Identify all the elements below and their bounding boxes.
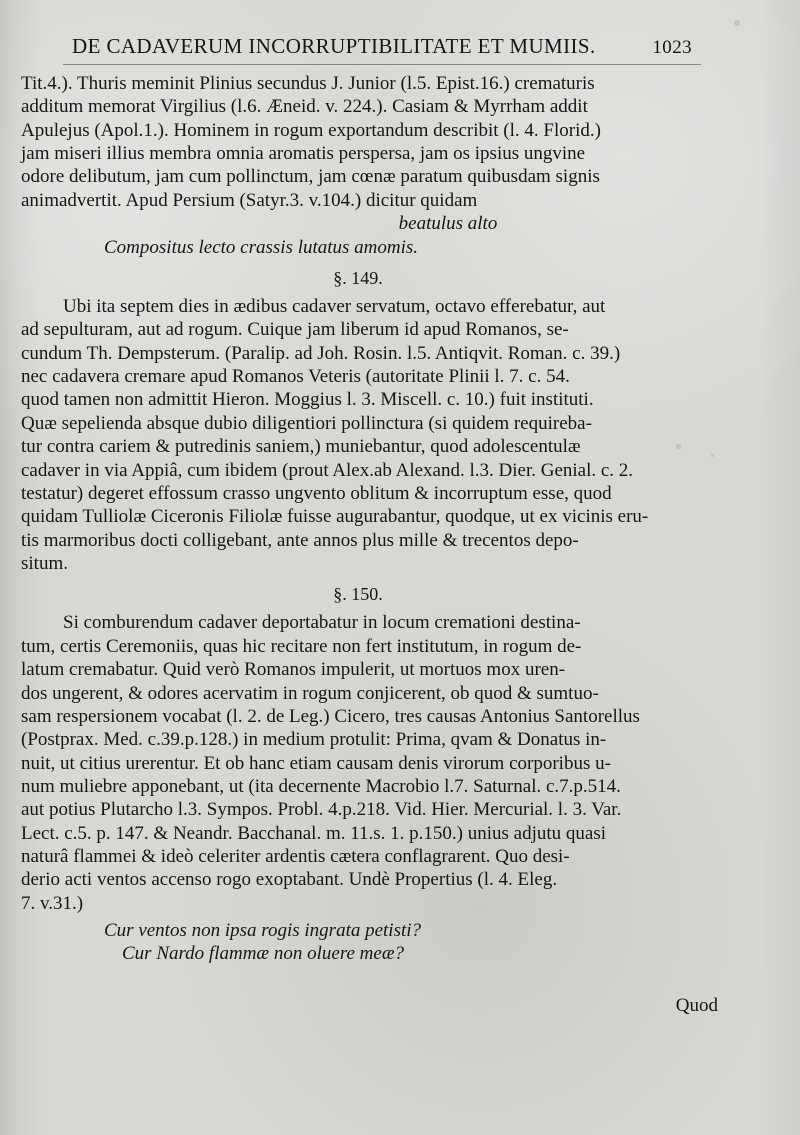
text-line: jam miseri illius membra omnia aromatis perspersa, jam os ipsius ungvine bbox=[21, 143, 586, 165]
running-head bbox=[72, 34, 692, 59]
text-line: Si comburendum cadaver deportabatur in locum cremationi destina- bbox=[63, 612, 581, 634]
verse-line: beatulus alto bbox=[398, 213, 498, 235]
text-line: naturâ flammei & ideò celeriter ardentis cætera conflagrarent. Quo desi- bbox=[21, 846, 570, 868]
text-line: nuit, ut citius urerentur. Et ob hanc etiam causam denis virorum corporibus u- bbox=[21, 752, 611, 774]
text-line: sam respersionem vocabat (l. 2. de Leg.) Cicero, tres causas Antonius Santorellus bbox=[21, 705, 640, 727]
verse-line: Cur Nardo flammæ non oluere meæ? bbox=[122, 943, 405, 965]
page-title: DE CADAVERUM INCORRUPTIBILITATE ET MUMIIS. bbox=[72, 34, 596, 58]
text-line: quidam Tulliolæ Ciceronis Filiolæ fuisse augurabantur, quodque, ut ex vicinis eru- bbox=[21, 506, 649, 528]
text-line: testatur) degeret effossum crasso ungvento oblitum & incorruptum esse, quod bbox=[21, 482, 612, 504]
text-line: cundum Th. Dempsterum. (Paralip. ad Joh. Rosin. l.5. Antiqvit. Roman. c. 39.) bbox=[21, 342, 621, 364]
text-line: ad sepulturam, aut ad rogum. Cuique jam liberum id apud Romanos, se- bbox=[21, 319, 569, 341]
opening-paragraph bbox=[21, 72, 695, 212]
text-line: tis marmoribus docti colligebant, ante annos plus mille & trecentos depo- bbox=[21, 529, 579, 551]
text-line: cadaver in via Appiâ, cum ibidem (prout Alex.ab Alexand. l.3. Dier. Genial. c. 2. bbox=[21, 459, 634, 481]
text-line: Tit.4.). Thuris meminit Plinius secundus J. Junior (l.5. Epist.16.) crematuris bbox=[21, 73, 595, 94]
verse-line: Compositus lecto crassis lutatus amomis. bbox=[104, 236, 419, 258]
text-line: animadvertit. Apud Persium (Satyr.3. v.104.) dicitur quidam bbox=[21, 189, 478, 211]
text-line: Apulejus (Apol.1.). Hominem in rogum exportandum describit (l. 4. Florid.) bbox=[21, 119, 601, 141]
text-line: dos ungerent, & odores acervatim in rogum conjicerent, ob quod & sumtuo- bbox=[21, 682, 599, 704]
text-line: aut potius Plutarcho l.3. Sympos. Probl. 4.p.218. Vid. Hier. Mercurial. l. 3. Var. bbox=[21, 799, 622, 821]
catchword: Quod bbox=[675, 995, 718, 1016]
text-line: Lect. c.5. p. 147. & Neandr. Bacchanal. m. 11.s. 1. p.150.) unius adjutu quasi bbox=[21, 822, 607, 844]
text-line: Ubi ita septem dies in ædibus cadaver servatum, octavo efferebatur, aut bbox=[63, 296, 606, 317]
text-line: latum cremabatur. Quid verò Romanos impulerit, ut mortuos mox uren- bbox=[21, 659, 566, 681]
text-line: odore delibutum, jam cum pollinctum, jam cœnæ paratum quibusdam signis bbox=[21, 166, 600, 188]
section-150-mark: §. 150. bbox=[333, 584, 383, 605]
page-number: 1023 bbox=[652, 37, 692, 58]
section-150-paragraph bbox=[21, 611, 695, 915]
text-line: tum, certis Ceremoniis, quas hic recitare non fert institutum, in rogum de- bbox=[21, 635, 582, 657]
section-149-paragraph bbox=[21, 295, 695, 575]
text-line: derio acti ventos accenso rogo exoptabant. Undè Propertius (l. 4. Eleg. bbox=[21, 869, 558, 891]
document-body bbox=[21, 72, 695, 966]
text-line: additum memorat Virgilius (l.6. Æneid. v. 224.). Casiam & Myrrham addit bbox=[21, 96, 588, 118]
text-line: 7. v.31.) bbox=[21, 892, 84, 914]
verse-line: Cur ventos non ipsa rogis ingrata petisti? bbox=[104, 920, 422, 942]
text-line: num muliebre apponebant, ut (ita decernente Macrobio l.7. Saturnal. c.7.p.514. bbox=[21, 775, 621, 797]
text-line: tur contra cariem & putredinis saniem,) muniebantur, quod adolescentulæ bbox=[21, 436, 581, 458]
paper-spot bbox=[711, 454, 714, 457]
text-line: nec cadavera cremare apud Romanos Veteris (autoritate Plinii l. 7. c. 54. bbox=[21, 366, 570, 388]
text-line: quod tamen non admittit Hieron. Moggius l. 3. Miscell. c. 10.) fuit instituti. bbox=[21, 389, 594, 411]
section-149-mark: §. 149. bbox=[333, 267, 383, 288]
text-line: Quæ sepelienda absque dubio diligentiori pollinctura (si quidem requireba- bbox=[21, 412, 592, 434]
text-line: (Postprax. Med. c.39.p.128.) in medium protulit: Prima, qvam & Donatus in- bbox=[21, 729, 607, 751]
paper-spot bbox=[734, 20, 740, 26]
header-rule bbox=[63, 64, 701, 65]
text-line: situm. bbox=[21, 552, 68, 574]
